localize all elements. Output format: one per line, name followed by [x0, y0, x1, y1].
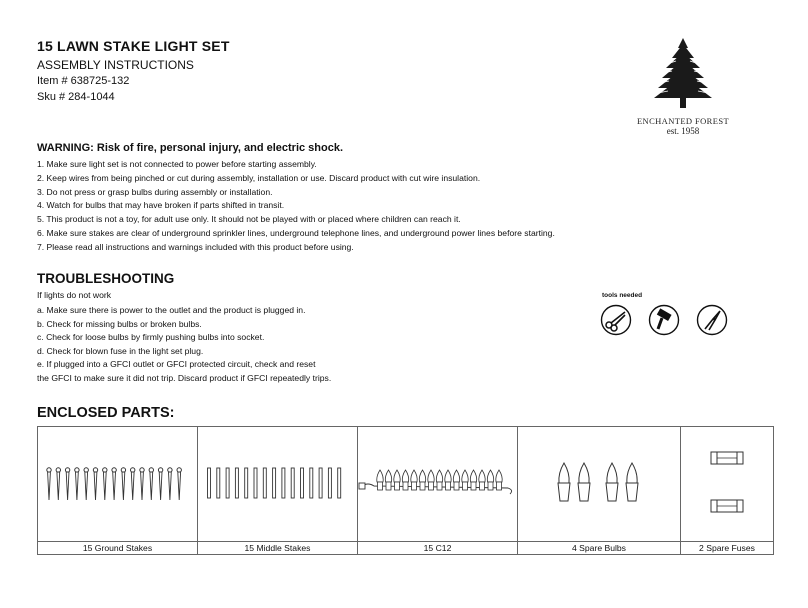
warning-item: 2. Keep wires from being pinched or cut during assembly, installation or use. Discard product with cut wire insulation. — [37, 172, 481, 183]
tools-needed-panel — [596, 292, 736, 346]
part-label: 15 Middle Stakes — [198, 542, 358, 555]
part-label: 2 Spare Fuses — [681, 542, 774, 555]
spare-bulb — [606, 463, 618, 501]
c12-bulb — [411, 470, 417, 490]
spare-fuses-group — [707, 444, 747, 524]
middle-stake — [244, 468, 247, 498]
c12-bulb — [385, 470, 391, 490]
warning-item: 4. Watch for bulbs that may have broken if parts shifted in transit. — [37, 200, 285, 211]
logo-established: est. 1958 — [666, 126, 700, 136]
sku-number: Sku # 284-1044 — [37, 91, 115, 103]
ground-stake — [167, 468, 171, 500]
ground-stake — [84, 468, 88, 500]
document-title: 15 LAWN STAKE LIGHT SET — [37, 38, 230, 54]
middle-stake — [337, 468, 340, 498]
warning-item: 1. Make sure light set is not connected to power before starting assembly. — [37, 159, 317, 169]
c12-bulb — [487, 470, 493, 490]
ground-stake — [102, 468, 106, 500]
spare-fuses-cell — [681, 427, 774, 542]
spare-bulb — [578, 463, 590, 501]
warning-item: 5. This product is not a toy, for adult use only. It should not be played with or placed where children can reach it. — [37, 214, 461, 225]
tools-needed-label: tools needed — [602, 292, 643, 299]
ground-stake — [121, 468, 125, 500]
ground-stake — [149, 468, 153, 500]
hammer-icon — [648, 304, 680, 336]
spare-fuse — [711, 500, 743, 512]
ground-stake — [158, 468, 162, 500]
middle-stake — [207, 468, 210, 498]
pliers-icon — [696, 304, 728, 336]
middle-stake — [328, 468, 331, 498]
enclosed-parts-table — [37, 426, 774, 555]
c12-bulb — [394, 470, 400, 490]
ground-stake — [56, 468, 60, 500]
middle-stake — [291, 468, 294, 498]
troubleshooting-item: d. Check for blown fuse in the light set plug. — [37, 345, 204, 356]
c12-bulb — [479, 470, 485, 490]
middle-stakes-icon — [203, 466, 353, 502]
troubleshooting-heading: TROUBLESHOOTING — [37, 271, 175, 286]
middle-stake — [226, 468, 229, 498]
troubleshooting-list — [37, 304, 331, 385]
troubleshooting-item: b. Check for missing bulbs or broken bulbs. — [37, 318, 202, 329]
ground-stakes-icon — [43, 464, 193, 504]
c12-bulb — [419, 470, 425, 490]
ground-stake — [74, 468, 78, 500]
part-label: 4 Spare Bulbs — [518, 542, 681, 555]
warning-list — [37, 158, 555, 255]
middle-stake — [300, 468, 303, 498]
ground-stake — [46, 468, 50, 500]
light-string-plug — [359, 483, 365, 489]
middle-stake — [216, 468, 219, 498]
troubleshooting-intro: If lights do not work — [37, 290, 112, 300]
brand-logo — [630, 36, 736, 144]
ground-stake — [65, 468, 69, 500]
spare-fuse — [711, 452, 743, 464]
ground-stake — [130, 468, 134, 500]
c12-bulb — [402, 470, 408, 490]
c12-bulb — [377, 470, 383, 490]
part-label: 15 C12 — [358, 542, 518, 555]
ground-stakes-cell — [38, 427, 198, 542]
spare-bulbs-group — [554, 461, 644, 507]
warning-item: 6. Make sure stakes are clear of underground sprinkler lines, underground telephone lines, and underground power lines before starting. — [37, 227, 555, 238]
pine-tree-icon — [650, 36, 716, 114]
c12-cell — [358, 427, 518, 542]
troubleshooting-item: the GFCI to make sure it did not trip. Discard product if GFCI repeatedly trips. — [37, 372, 332, 383]
c12-bulb — [470, 470, 476, 490]
troubleshooting-item: e. If plugged into a GFCI outlet or GFCI protected circuit, check and reset — [37, 359, 316, 369]
item-number: Item # 638725-132 — [37, 75, 130, 87]
middle-stake — [235, 468, 238, 498]
c12-light-string-icon — [358, 464, 518, 504]
middle-stake — [272, 468, 275, 498]
troubleshooting-item: a. Make sure there is power to the outlet and the product is plugged in. — [37, 305, 306, 315]
c12-bulb — [445, 470, 451, 490]
part-label: 15 Ground Stakes — [38, 542, 198, 555]
warning-item: 3. Do not press or grasp bulbs during assembly or installation. — [37, 186, 273, 197]
spare-bulb — [558, 463, 570, 501]
spare-bulb — [626, 463, 638, 501]
scissors-icon — [600, 304, 632, 336]
ground-stake — [93, 468, 97, 500]
warning-item: 7. Please read all instructions and warnings included with this product before using. — [37, 241, 354, 252]
middle-stake — [281, 468, 284, 498]
c12-bulb — [496, 470, 502, 490]
middle-stakes-cell — [198, 427, 358, 542]
enclosed-parts-heading: ENCLOSED PARTS: — [37, 405, 175, 421]
ground-stake — [111, 468, 115, 500]
logo-brand-name: ENCHANTED FOREST — [636, 116, 730, 126]
troubleshooting-item: c. Check for loose bulbs by firmly pushing bulbs into socket. — [37, 332, 265, 342]
middle-stake — [263, 468, 266, 498]
c12-bulb — [428, 470, 434, 490]
middle-stake — [319, 468, 322, 498]
middle-stake — [309, 468, 312, 498]
warning-heading: WARNING: Risk of fire, personal injury, and electric shock. — [37, 142, 344, 154]
ground-stake — [139, 468, 143, 500]
spare-bulbs-cell — [518, 427, 681, 542]
c12-bulb — [436, 470, 442, 490]
c12-bulb — [453, 470, 459, 490]
ground-stake — [177, 468, 181, 500]
c12-bulb — [462, 470, 468, 490]
document-subtitle: ASSEMBLY INSTRUCTIONS — [37, 58, 194, 72]
middle-stake — [254, 468, 257, 498]
